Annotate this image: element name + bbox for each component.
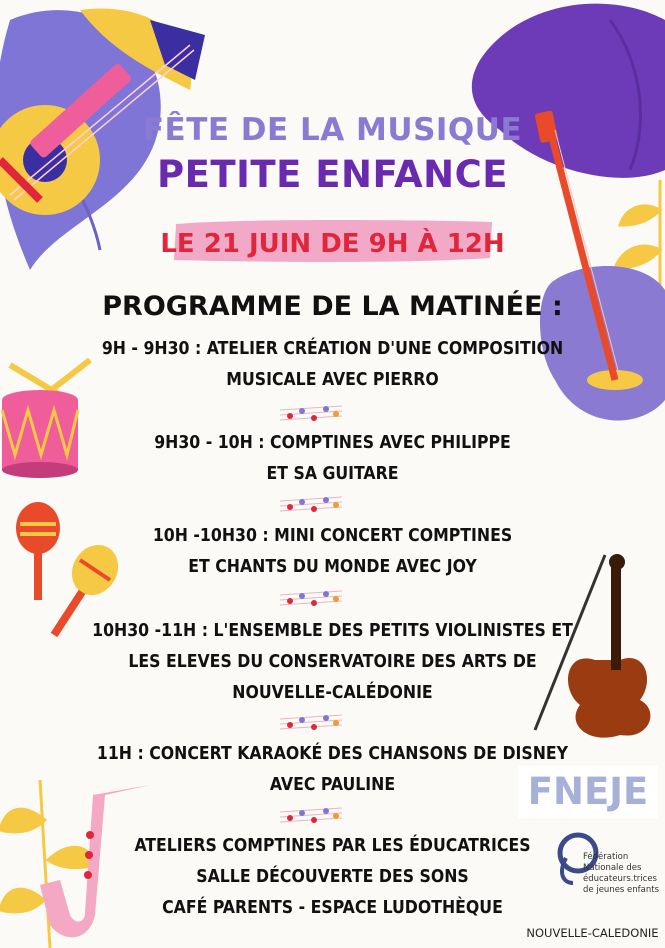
music-notes-icon: [278, 583, 344, 613]
event-date: LE 21 JUIN DE 9H À 12H: [160, 229, 505, 259]
federation-text: Fédération Nationale des éducateurs.trices de jeunes enfants: [583, 852, 660, 895]
programme-item: 9H - 9H30 : ATELIER CRÉATION D'UNE COMPOSITION MUSICALE AVEC PIERRO: [101, 339, 564, 390]
programme-title: PROGRAMME DE LA MATINÉE :: [102, 291, 563, 322]
programme-item: 9H30 - 10H : COMPTINES AVEC PHILIPPE ET SA GUITARE: [154, 433, 511, 484]
programme-item: 10H30 -11H : L'ENSEMBLE DES PETITS VIOLINISTES ET LES ELEVES DU CONSERVATOIRE DES ARTS DE NOUVELLE-CALÉDONIE: [92, 621, 573, 703]
music-notes-icon: [278, 489, 344, 519]
fneje-logo: FNEJE: [518, 766, 658, 818]
title-line-2: PETITE ENFANCE: [156, 153, 509, 196]
programme-item: 10H -10H30 : MINI CONCERT COMPTINES ET CHANTS DU MONDE AVEC JOY: [152, 526, 513, 577]
music-notes-icon: [278, 398, 344, 428]
programme-item: ATELIERS COMPTINES PAR LES ÉDUCATRICES SALLE DÉCOUVERTE DES SONS CAFÉ PARENTS - ESPACE LUDOTHÈQUE: [134, 836, 531, 918]
music-notes-icon: [278, 707, 344, 737]
region-label: NOUVELLE-CALEDONIE: [526, 926, 659, 940]
programme-item: 11H : CONCERT KARAOKÉ DES CHANSONS DE DISNEY AVEC PAULINE: [96, 744, 569, 795]
music-notes-icon: [278, 800, 344, 830]
title-line-1: FÊTE DE LA MUSIQUE: [142, 112, 523, 148]
